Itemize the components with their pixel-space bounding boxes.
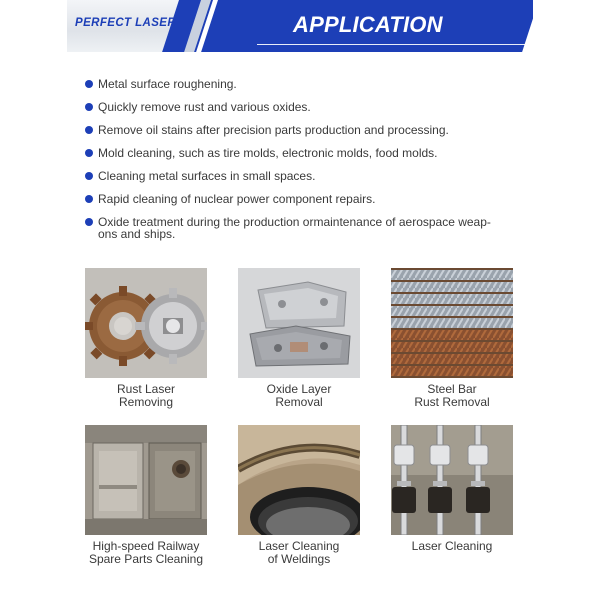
bullet-icon xyxy=(85,172,93,180)
list-item: Quickly remove rust and various oxides. xyxy=(85,101,525,113)
bullet-icon xyxy=(85,103,93,111)
brand-logo: PERFECT LASER xyxy=(75,17,177,29)
application-page xyxy=(67,0,533,600)
steel-bar-photo xyxy=(391,268,513,378)
list-item: Rapid cleaning of nuclear power component repairs. xyxy=(85,193,525,205)
laser-cleaning-photo xyxy=(391,425,513,535)
welding-seam-image xyxy=(238,425,360,535)
railway-bracket-image xyxy=(85,425,207,535)
application-list xyxy=(85,78,525,251)
shaft-parts-image xyxy=(391,425,513,535)
list-item: Metal surface roughening. xyxy=(85,78,525,90)
bullet-icon xyxy=(85,195,93,203)
list-item: Cleaning metal surfaces in small spaces. xyxy=(85,170,525,182)
gallery-item-rust-laser xyxy=(85,268,207,408)
oxide-layer-photo xyxy=(238,268,360,378)
railway-parts-photo xyxy=(85,425,207,535)
gear-parts-image xyxy=(85,268,207,378)
title-underline xyxy=(257,44,525,45)
weldings-caption: Laser Cleaning of Weldings xyxy=(258,539,340,566)
weldings-photo xyxy=(238,425,360,535)
gallery-item-oxide-layer xyxy=(238,268,360,408)
gallery-item-railway-parts xyxy=(85,425,207,565)
brake-pad-image xyxy=(238,268,360,378)
list-item: Mold cleaning, such as tire molds, electronic molds, food molds. xyxy=(85,147,525,159)
list-item: Oxide treatment during the production ormaintenance of aerospace weap- ons and ships. xyxy=(85,216,525,240)
steel-bar-caption: Steel Bar Rust Removal xyxy=(414,382,490,409)
rust-laser-caption: Rust Laser Removing xyxy=(116,382,176,409)
railway-parts-caption: High-speed Railway Spare Parts Cleaning xyxy=(88,539,204,566)
rust-laser-photo xyxy=(85,268,207,378)
gallery-item-steel-bar xyxy=(391,268,513,408)
steel-bars-image xyxy=(391,268,513,378)
bullet-icon xyxy=(85,149,93,157)
gallery-item-laser-cleaning xyxy=(391,425,513,553)
bullet-icon xyxy=(85,126,93,134)
bullet-icon xyxy=(85,218,93,226)
page-title: APPLICATION xyxy=(293,12,443,37)
laser-cleaning-caption: Laser Cleaning xyxy=(411,539,493,553)
oxide-layer-caption: Oxide Layer Removal xyxy=(266,382,332,409)
bullet-icon xyxy=(85,80,93,88)
list-item: Remove oil stains after precision parts production and processing. xyxy=(85,124,525,136)
header-banner xyxy=(67,0,533,52)
gallery-item-weldings xyxy=(238,425,360,565)
